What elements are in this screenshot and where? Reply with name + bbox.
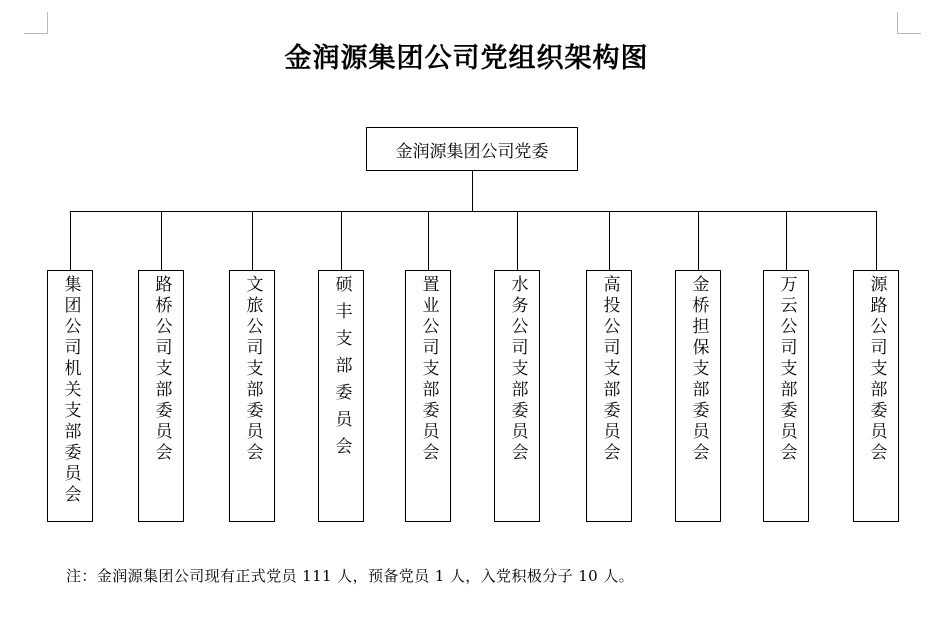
branch-node <box>318 270 364 522</box>
branch-node <box>47 270 93 522</box>
branch-node <box>405 270 451 522</box>
branch-drop-line <box>517 211 518 270</box>
branch-node <box>853 270 899 522</box>
footnote: 注：金润源集团公司现有正式党员 111 人，预备党员 1 人，入党积极分子 10 人。 <box>66 567 635 585</box>
branch-node-label: 路桥公司支部委员会 <box>151 275 172 464</box>
branch-node-label: 金桥担保支部委员会 <box>688 275 709 464</box>
branch-node <box>586 270 632 522</box>
branch-node-label: 硕丰支部委员会 <box>331 275 352 464</box>
root-node <box>366 127 578 171</box>
branch-drop-line <box>786 211 787 270</box>
crop-mark-top-left <box>24 12 48 34</box>
branch-node-label: 置业公司支部委员会 <box>418 275 439 464</box>
page-title: 金润源集团公司党组织架构图 <box>284 43 649 74</box>
branch-drop-line <box>161 211 162 270</box>
branch-node-label: 水务公司支部委员会 <box>507 275 528 464</box>
branch-node-label: 源路公司支部委员会 <box>866 275 887 464</box>
branch-drop-line <box>876 211 877 270</box>
crop-mark-top-right <box>897 12 921 34</box>
root-stem-line <box>472 171 473 212</box>
branch-drop-line <box>252 211 253 270</box>
horizontal-bus-line <box>70 211 876 212</box>
root-node-label: 金润源集团公司党委 <box>395 141 549 162</box>
branch-drop-line <box>341 211 342 270</box>
branch-node <box>675 270 721 522</box>
branch-node <box>763 270 809 522</box>
branch-node-label: 万云公司支部委员会 <box>776 275 797 464</box>
branch-drop-line <box>428 211 429 270</box>
branch-node-label: 集团公司机关支部委员会 <box>60 275 81 506</box>
branch-node <box>138 270 184 522</box>
branch-node-label: 文旅公司支部委员会 <box>242 275 263 464</box>
branch-node <box>229 270 275 522</box>
branch-node-label: 高投公司支部委员会 <box>599 275 620 464</box>
branch-drop-line <box>698 211 699 270</box>
branch-drop-line <box>70 211 71 270</box>
branch-drop-line <box>609 211 610 270</box>
branch-node <box>494 270 540 522</box>
